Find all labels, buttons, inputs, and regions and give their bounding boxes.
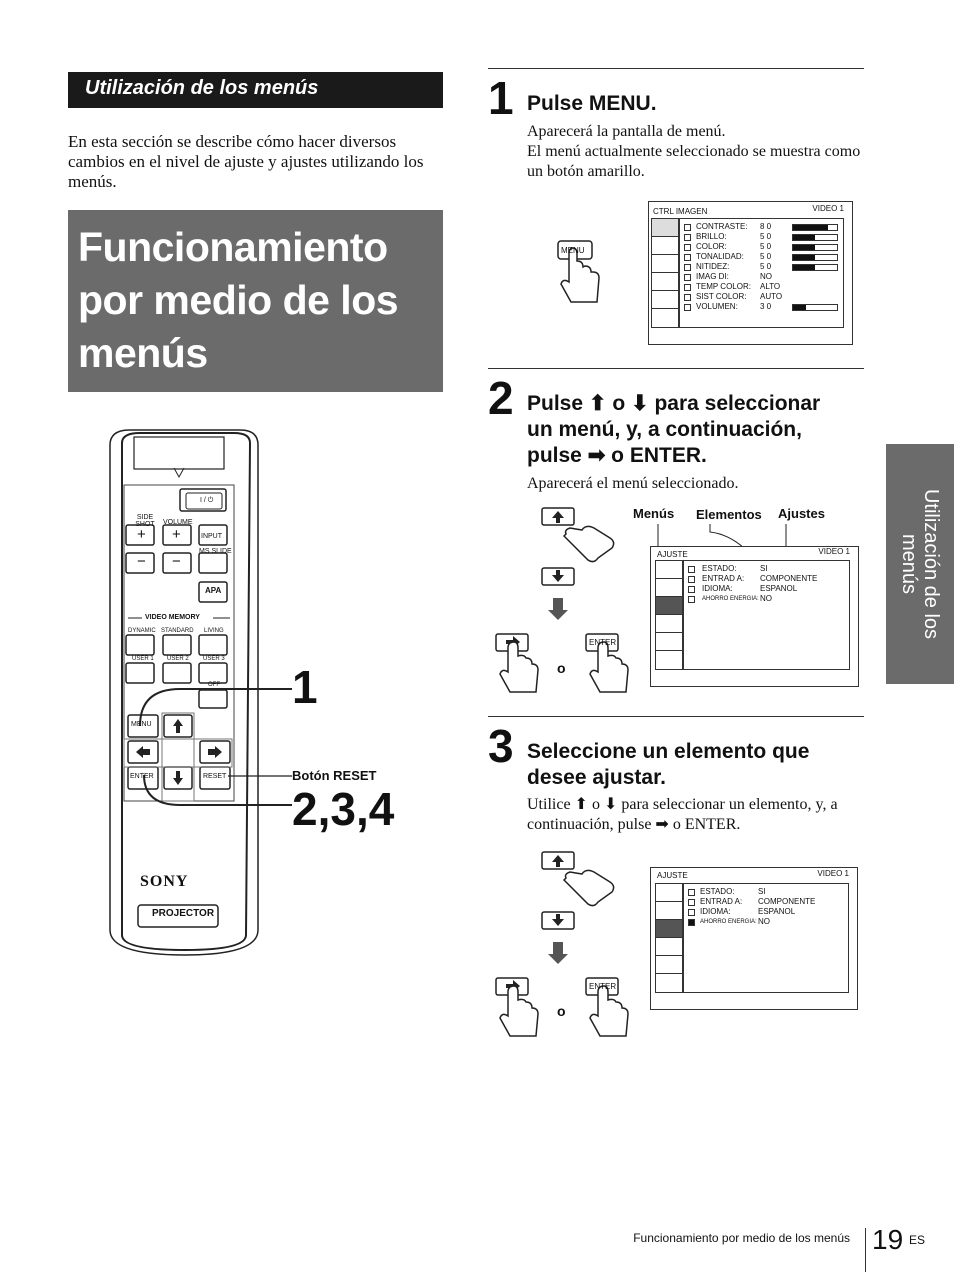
enter-button[interactable]: ENTER — [130, 773, 154, 780]
row-bullet-icon — [684, 254, 691, 261]
menu-row[interactable] — [684, 594, 849, 604]
heading-word: o — [612, 392, 626, 415]
screen-title: AJUSTE — [657, 871, 688, 880]
text-word: Utilice — [527, 796, 571, 813]
menu-row[interactable] — [684, 917, 848, 927]
up-arrow-icon: ⬆ — [574, 796, 588, 813]
menu-row[interactable] — [680, 302, 843, 312]
chapter-title-line: por medio de los — [78, 277, 399, 323]
row-value: NO — [760, 594, 772, 603]
row-value: COMPONENTE — [758, 897, 816, 906]
row-value: COMPONENTE — [760, 574, 818, 583]
row-value: ESPANOL — [760, 584, 798, 593]
menu-row[interactable] — [684, 897, 848, 907]
row-bullet-icon — [688, 576, 695, 583]
row-label: AHORRO ENERGIA: — [700, 919, 757, 925]
row-label: ENTRAD A: — [702, 574, 745, 583]
row-label: CONTRASTE: — [696, 222, 748, 231]
menu-items-panel — [683, 560, 850, 670]
down-arrow-icon: ⬇ — [603, 796, 618, 813]
menu-tab-install-icon[interactable] — [652, 273, 678, 291]
menu-items-panel — [679, 218, 844, 328]
section-bar: Utilización de los menús — [68, 72, 443, 108]
row-bullet-icon — [684, 244, 691, 251]
row-bullet-icon — [688, 889, 695, 896]
menu-tab-setup-icon[interactable] — [656, 920, 682, 938]
row-label: BRILLO: — [696, 232, 727, 241]
user1-label: USER 1 — [132, 656, 154, 662]
row-label: ESTADO: — [702, 564, 737, 573]
menu-tab-setup-icon[interactable] — [652, 255, 678, 273]
side-tab-line: menús — [898, 533, 920, 595]
reset-button[interactable]: RESET — [203, 773, 227, 780]
step-rule — [488, 716, 864, 717]
side-tab-label — [898, 489, 942, 639]
screen-source: VIDEO 1 — [818, 547, 850, 556]
or-label: o — [557, 660, 566, 676]
enter-key-illustration: ENTER — [589, 638, 617, 647]
level-bar[interactable] — [792, 254, 838, 261]
row-bullet-icon — [688, 899, 695, 906]
step-heading-line — [527, 443, 867, 469]
chapter-title — [68, 210, 443, 392]
level-bar-fill — [793, 245, 815, 250]
step-text-line — [527, 815, 872, 835]
menu-tab-install-icon[interactable] — [656, 615, 682, 633]
menu-tab-empty — [652, 291, 678, 309]
level-bar-fill — [793, 265, 815, 270]
annotation-menus: Menús — [633, 506, 675, 521]
menu-row[interactable] — [680, 292, 843, 302]
reset-callout-label: Botón RESET — [292, 768, 377, 783]
menu-screen-ctrl-imagen — [648, 201, 853, 345]
row-bullet-icon — [684, 274, 691, 281]
row-label: SIST COLOR: — [696, 292, 747, 301]
row-bullet-icon — [684, 294, 691, 301]
menu-row[interactable] — [680, 222, 843, 232]
screen-title: AJUSTE — [657, 550, 688, 559]
row-label: TEMP COLOR: — [696, 282, 751, 291]
intro-paragraph: En esta sección se describe cómo hacer diversos cambios en el nivel de ajuste y ajustes utilizando los menús. — [68, 132, 424, 191]
text-word: para seleccionar un elemento, y, a — [621, 796, 838, 813]
menu-tab-setup-icon[interactable] — [656, 597, 682, 615]
menu-tabs — [655, 560, 683, 670]
language-code: ES — [909, 1233, 926, 1247]
step-number: 3 — [488, 720, 514, 772]
row-value: 5 0 — [760, 242, 772, 251]
row-label: ESTADO: — [700, 887, 735, 896]
heading-word: para seleccionar — [654, 392, 821, 415]
step-text-line: Aparecerá la pantalla de menú. — [527, 123, 726, 140]
step-heading-line: desee ajustar. — [527, 766, 666, 789]
heading-word: Pulse — [527, 392, 584, 415]
step-heading — [527, 391, 867, 469]
row-bullet-icon — [684, 234, 691, 241]
footer-divider — [865, 1228, 866, 1272]
level-bar[interactable] — [792, 244, 838, 251]
dynamic-label: DYNAMIC — [128, 628, 156, 634]
down-arrow-icon: ⬇ — [631, 392, 649, 415]
menu-row[interactable] — [684, 907, 848, 917]
or-label: o — [557, 1003, 566, 1019]
step-text-line — [527, 795, 872, 815]
row-value: 3 0 — [760, 302, 772, 311]
menu-tab-picture-icon[interactable] — [652, 219, 678, 237]
step-heading: Pulse MENU. — [527, 92, 657, 115]
step-number: 1 — [488, 72, 514, 124]
living-label: LIVING — [204, 628, 224, 634]
menu-items-panel — [683, 883, 849, 993]
step-heading — [527, 739, 867, 791]
callout-step-1: 1 — [292, 661, 318, 713]
level-bar-fill — [793, 235, 815, 240]
row-bullet-icon — [684, 224, 691, 231]
volume-minus[interactable]: − — [172, 553, 181, 570]
screen-title: CTRL IMAGEN — [653, 207, 708, 216]
row-label: COLOR: — [696, 242, 727, 251]
screen-source: VIDEO 1 — [817, 869, 849, 878]
apa-button[interactable]: APA — [205, 586, 222, 595]
menu-tabs — [655, 883, 683, 993]
row-value: NO — [760, 272, 772, 281]
row-value: ALTO — [760, 282, 781, 291]
menu-screen-ajuste-selected — [650, 867, 858, 1010]
standard-label: STANDARD — [161, 628, 194, 634]
menu-tab-picture-icon[interactable] — [656, 561, 682, 579]
step-number: 2 — [488, 372, 514, 424]
menu-row[interactable] — [684, 564, 849, 574]
menu-tab-input-icon[interactable] — [656, 902, 682, 920]
menu-row[interactable] — [684, 574, 849, 584]
screen-source: VIDEO 1 — [812, 204, 844, 213]
menu-screen-ajuste — [650, 546, 859, 687]
row-value: 8 0 — [760, 222, 772, 231]
footer-section-title: Funcionamiento por medio de los menús — [633, 1231, 850, 1245]
level-bar[interactable] — [792, 224, 838, 231]
menu-row[interactable] — [684, 584, 849, 594]
step-text — [527, 122, 867, 182]
off-label: OFF — [208, 682, 220, 688]
step-heading-line: un menú, y, a continuación, — [527, 418, 802, 441]
callout-steps-2-3-4: 2,3,4 — [292, 783, 395, 835]
ms-slide-label: MS SLIDE — [199, 548, 232, 555]
step-text — [527, 795, 872, 835]
step-text-line: El menú actualmente seleccionado se muestra como un botón amarillo. — [527, 143, 861, 180]
side-tab — [886, 444, 954, 684]
row-value: SI — [760, 564, 768, 573]
row-bullet-icon — [688, 596, 695, 603]
user3-label: USER 3 — [203, 656, 225, 662]
row-label: IMAG DI: — [696, 272, 729, 281]
row-bullet-icon — [684, 264, 691, 271]
row-bullet-icon — [688, 586, 695, 593]
row-label: VOLUMEN: — [696, 302, 738, 311]
sony-logo: SONY — [140, 873, 189, 890]
volume-plus[interactable]: + — [172, 526, 181, 543]
side-shot-minus[interactable]: − — [137, 553, 146, 570]
menu-tab-empty — [656, 956, 682, 974]
page-number: 19 — [872, 1224, 904, 1255]
text-word: continuación, pulse — [527, 816, 652, 833]
row-label: IDIOMA: — [702, 584, 733, 593]
menu-row[interactable] — [680, 232, 843, 242]
row-label: IDIOMA: — [700, 907, 731, 916]
input-button[interactable]: INPUT — [201, 533, 222, 540]
step-heading-line — [527, 391, 867, 417]
row-bullet-icon — [688, 566, 695, 573]
right-arrow-icon: ➡ — [655, 816, 669, 833]
step2-key-sequence-illustration — [490, 500, 650, 700]
level-bar[interactable] — [792, 234, 838, 241]
step-text: Aparecerá el menú seleccionado. — [527, 475, 739, 492]
row-label: NITIDEZ: — [696, 262, 730, 271]
row-bullet-icon — [684, 304, 691, 311]
menu-row[interactable] — [680, 242, 843, 252]
annotation-elementos: Elementos — [696, 507, 762, 522]
row-value: 5 0 — [760, 252, 772, 261]
menu-button[interactable]: MENU — [131, 721, 152, 728]
annotation-ajustes: Ajustes — [778, 506, 825, 521]
user2-label: USER 2 — [167, 656, 189, 662]
side-shot-label: SIDE SHOT — [135, 514, 155, 528]
menu-tab-input-icon[interactable] — [656, 579, 682, 597]
level-bar-fill — [793, 305, 806, 310]
row-label: ENTRAD A: — [700, 897, 743, 906]
chapter-title-line: Funcionamiento — [78, 224, 388, 270]
volume-label: VOLUME — [163, 519, 193, 526]
row-value: ESPANOL — [758, 907, 796, 916]
menu-row[interactable] — [680, 262, 843, 272]
row-value: NO — [758, 917, 770, 926]
heading-word: o ENTER. — [611, 444, 707, 467]
menu-button-illustration: MENU — [561, 246, 585, 255]
menu-row[interactable] — [680, 272, 843, 282]
up-arrow-icon: ⬆ — [588, 392, 607, 415]
enter-key-illustration: ENTER — [589, 982, 617, 991]
row-label: TONALIDAD: — [696, 252, 744, 261]
step-rule — [488, 68, 864, 69]
level-bar-fill — [793, 255, 815, 260]
step-rule — [488, 368, 864, 369]
menu-tab-empty — [656, 633, 682, 651]
row-bullet-icon — [688, 909, 695, 916]
power-button-label: I / ⏻ — [200, 497, 214, 504]
row-value: 5 0 — [760, 262, 772, 271]
text-word: o — [591, 796, 600, 813]
row-bullet-icon — [688, 919, 695, 926]
menu-tab-picture-icon[interactable] — [656, 884, 682, 902]
heading-word: pulse — [527, 444, 582, 467]
row-bullet-icon — [684, 284, 691, 291]
level-bar-fill — [793, 225, 828, 230]
row-value: 5 0 — [760, 232, 772, 241]
side-tab-line: Utilización de los — [920, 488, 942, 640]
side-shot-plus[interactable]: + — [137, 526, 146, 543]
menu-row[interactable] — [680, 252, 843, 262]
menu-tabs — [651, 218, 679, 328]
step-heading-line: Seleccione un elemento que — [527, 740, 810, 763]
row-value: SI — [758, 887, 766, 896]
level-bar[interactable] — [792, 304, 838, 311]
chapter-title-line: menús — [78, 330, 208, 376]
menu-row[interactable] — [684, 887, 848, 897]
menu-row[interactable] — [680, 282, 843, 292]
step3-key-sequence-illustration — [490, 844, 650, 1044]
row-value: AUTO — [760, 292, 783, 301]
text-word: o ENTER. — [672, 816, 741, 833]
menu-tab-install-icon[interactable] — [656, 938, 682, 956]
level-bar[interactable] — [792, 264, 838, 271]
right-arrow-icon: ➡ — [587, 444, 606, 467]
menu-tab-input-icon[interactable] — [652, 237, 678, 255]
row-label: AHORRO ENERGIA: — [702, 596, 759, 602]
video-memory-label: VIDEO MEMORY — [145, 614, 200, 621]
projector-label: PROJECTOR — [152, 908, 215, 919]
